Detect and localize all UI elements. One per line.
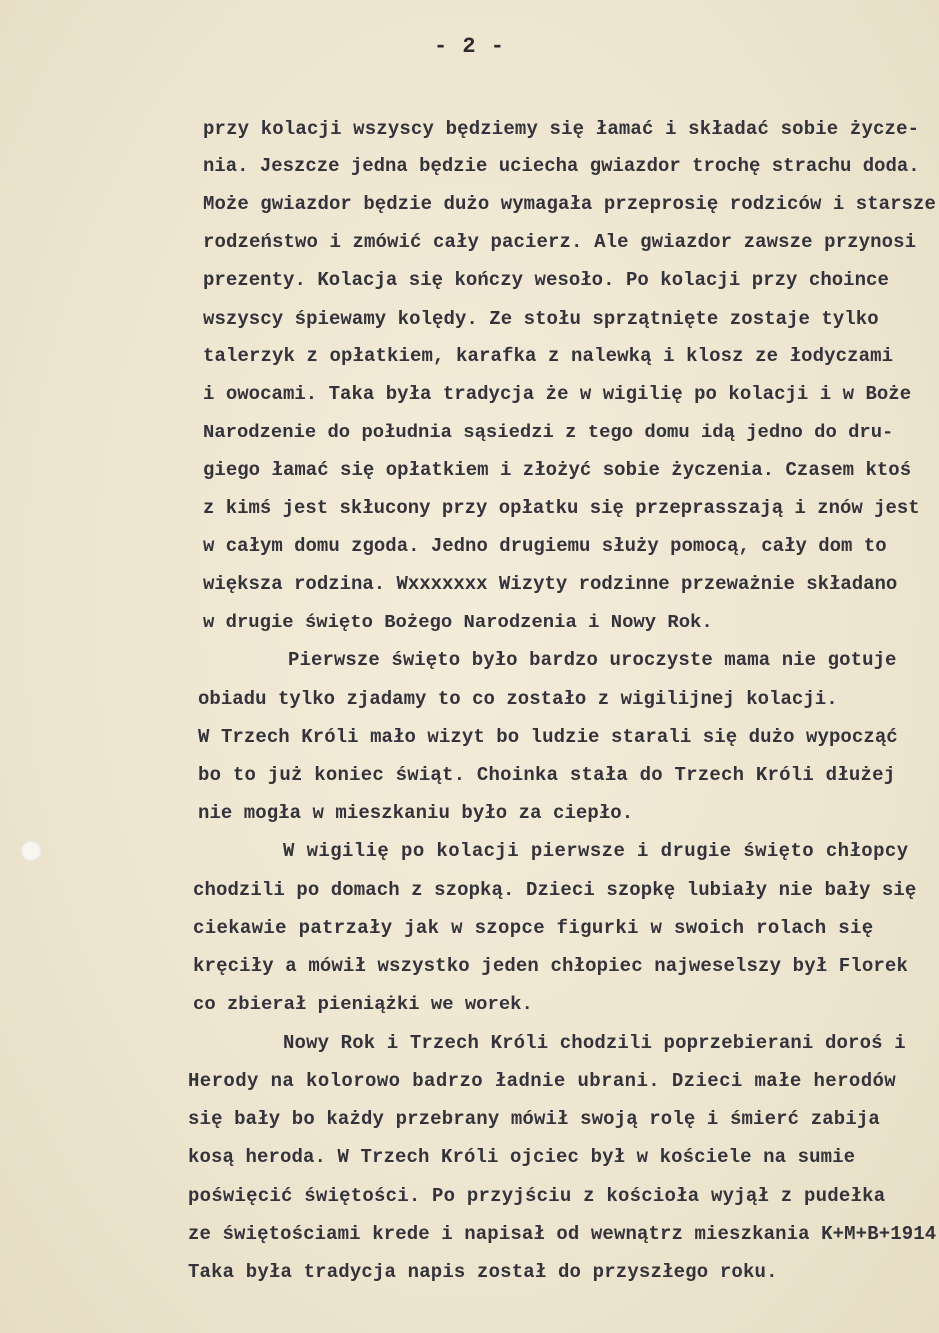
text-line: prezenty. Kolacja się kończy wesoło. Po kolacji przy choince	[203, 269, 889, 291]
text-line: Może gwiazdor będzie dużo wymagała przeprosię rodziców i starsze	[203, 193, 936, 215]
text-line: ciekawie patrzały jak w szopce figurki w swoich rolach się	[193, 917, 874, 939]
text-line: w drugie święto Bożego Narodzenia i Nowy Rok.	[203, 611, 713, 633]
text-line: Narodzenie do południa sąsiedzi z tego domu idą jedno do dru-	[203, 421, 894, 443]
text-line: kosą heroda. W Trzech Króli ojciec był w kościele na sumie	[188, 1146, 856, 1168]
text-line: w całym domu zgoda. Jedno drugiemu służy pomocą, cały dom to	[203, 535, 887, 557]
text-line: nie mogła w mieszkaniu było za ciepło.	[198, 802, 634, 824]
text-line: W Trzech Króli mało wizyt bo ludzie starali się dużo wypocząć	[198, 726, 898, 748]
text-line: Herody na kolorowo badrzo ładnie ubrani. Dzieci małe herodów	[188, 1070, 897, 1092]
page-number: - 2 -	[433, 34, 505, 59]
text-line: co zbierał pieniążki we worek.	[193, 993, 533, 1015]
text-line: W wigilię po kolacji pierwsze i drugie święto chłopcy	[283, 840, 909, 862]
text-line: się bały bo każdy przebrany mówił swoją rolę i śmierć zabija	[188, 1108, 880, 1130]
text-line: nia. Jeszcze jedna będzie uciecha gwiazdor trochę strachu doda.	[203, 155, 920, 177]
text-line: bo to już koniec świąt. Choinka stała do Trzech Króli dłużej	[198, 764, 896, 786]
text-line: kręciły a mówił wszystko jeden chłopiec najweselszy był Florek	[193, 955, 908, 977]
text-line: obiadu tylko zjadamy to co zostało z wigilijnej kolacji.	[198, 688, 838, 710]
text-line: Pierwsze święto było bardzo uroczyste mama nie gotuje	[288, 649, 897, 671]
text-line: przy kolacji wszyscy będziemy się łamać i składać sobie życze-	[203, 118, 920, 140]
text-line: poświęcić świętości. Po przyjściu z kościoła wyjął z pudełka	[188, 1185, 886, 1207]
text-line: chodzili po domach z szopką. Dzieci szopkę lubiały nie bały się	[193, 879, 917, 901]
punch-hole	[20, 840, 42, 862]
text-line: Taka była tradycja napis został do przyszłego roku.	[188, 1261, 778, 1283]
text-line: talerzyk z opłatkiem, karafka z nalewką i klosz ze łodyczami	[203, 345, 894, 367]
text-line: Nowy Rok i Trzech Króli chodzili poprzebierani doroś i	[283, 1032, 906, 1054]
text-line: z kimś jest skłucony przy opłatku się przeprasszają i znów jest	[203, 497, 920, 519]
text-line: ze świętościami krede i napisał od wewnątrz mieszkania K+M+B+1914	[188, 1223, 937, 1245]
text-line: większa rodzina. Wxxxxxxx Wizyty rodzinne przeważnie składano	[203, 573, 898, 595]
text-line: wszyscy śpiewamy kolędy. Ze stołu sprzątnięte zostaje tylko	[203, 308, 879, 330]
text-line: rodzeństwo i zmówić cały pacierz. Ale gwiazdor zawsze przynosi	[203, 231, 917, 253]
text-line: i owocami. Taka była tradycja że w wigilię po kolacji i w Boże	[203, 383, 912, 405]
text-line: giego łamać się opłatkiem i złożyć sobie życzenia. Czasem ktoś	[203, 459, 912, 481]
